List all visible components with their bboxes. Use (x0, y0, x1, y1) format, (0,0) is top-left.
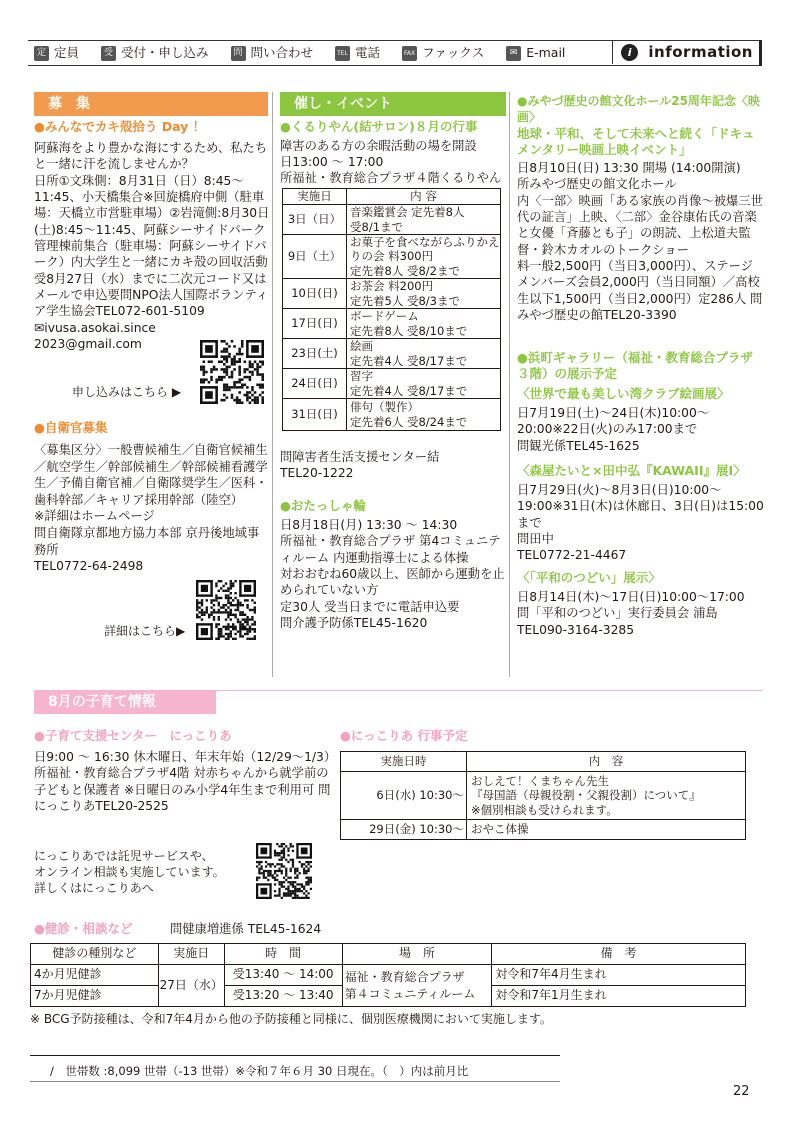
legend-label: 電話 (355, 44, 381, 60)
fax-icon: FAX (402, 46, 417, 61)
schedule-date: 29日(金) 10:30～ (341, 820, 467, 840)
center-body: 日9:00 ～ 16:30 休木曜日、年末年始（12/29～1/3）所福祉・教育総合プラザ4階 対赤ちゃんから就学前の子どもと保護者 ※日曜日のみ小学4年生まで利用可 問にっこりあTEL20-2525 (34, 750, 331, 814)
exhibit1-body: 日7月19日(土)～24日(木)10:00～20:00※22日(火)のみ17:00まで 問観光係TEL45-1625 (517, 406, 710, 453)
miyazu-body: 日8月10日(日) 13:30 開場 (14:00開演) 所みやづ歴史の館文化ホール 内〈一部〉映画「ある家族の肖像～被爆三世代の証言」上映、〈二部〉金谷康佑氏の音楽と女優「斉藤とも子」の朗読、上松道夫監督・鈴木カオルのトークショー 料一般2,500円（当日3,000円）、ステージメンバーズ会員2,000円（当日同額）／高校生以下1,500円（当日2,000円）定286人 問みやづ歴史の館TEL20-3390 (517, 161, 763, 323)
legend-bar (28, 40, 762, 66)
event-content: 絵画 定先着4人 受8/17まで (347, 339, 501, 369)
event-date: 23日(土) (283, 339, 347, 369)
jieikan-detail-link[interactable]: 詳細はこちら▶ (104, 624, 186, 638)
checkup-kind: 7か月児健診 (31, 986, 159, 1007)
reception-icon: 受 (101, 46, 116, 61)
household-count: / 世帯数 :8,099 世帯（-13 世帯）※令和７年６月 30 日現在。（ ）内は前月比 (50, 1064, 469, 1078)
event-content: お茶会 料200円 定先着5人 受8/3まで (347, 279, 501, 309)
event-date: 31日(日) (283, 399, 347, 431)
legend-item-phone (335, 45, 380, 62)
event-row (283, 279, 501, 309)
otasha-title: ●おたっしゃ輪 (280, 498, 366, 513)
exhibit3-title: 〈「平和のつどい」展示〉 (517, 570, 661, 585)
checkup-title: ●健診・相談など (34, 921, 133, 936)
legend-label: 定員 (54, 44, 80, 60)
jieikan-body: 〈募集区分〉一般曹候補生／自衛官候補生／航空学生／幹部候補生／幹部候補看護学生／予備自衛官補／自衛隊奨学生／医科・歯科幹部／キャリア採用幹部（陸空） ※詳細はホームページ 問自衛隊京都地方協力本部 京丹後地域事務所 TEL0772-64-2498 (34, 443, 268, 574)
capacity-icon: 定 (34, 46, 49, 61)
legend-item-fax (402, 45, 484, 62)
schedule-table (340, 751, 746, 840)
checkup-col-header: 実施日 (158, 944, 224, 965)
event-date: 9日（土） (283, 235, 347, 279)
legend-label: 受付・申し込み (121, 44, 209, 60)
legend-label: 問い合わせ (250, 44, 314, 60)
schedule-row (341, 820, 746, 840)
event-content: 音楽鑑賞会 定先着8人 受8/1まで (347, 205, 501, 235)
qr-code-nikkoria[interactable] (256, 843, 312, 899)
event-content: 習字 定先着4人 受8/17まで (347, 369, 501, 399)
center-title: ●子育て支援センター にっこりあ (34, 728, 232, 743)
event-date: 24日(日) (283, 369, 347, 399)
checkup-note: 対令和7年1月生まれ (492, 986, 746, 1007)
event-row (283, 369, 501, 399)
checkup-date: 27日（水） (158, 965, 224, 1007)
col-content: 内 容 (347, 189, 501, 205)
checkup-col-header: 場 所 (342, 944, 492, 965)
kururiyan-contact: 問障害者生活支援センター結 TEL20-1222 (280, 450, 440, 481)
schedule-title: ●にっこりあ 行事予定 (340, 728, 468, 743)
miyazu-title2: 地球・平和、そして未来へと続く「ドキュメンタリー映画上映イベント」 (517, 126, 755, 158)
kaki-apply-link[interactable]: 申し込みはこちら ▶ (72, 385, 182, 399)
bcg-footnote: ※ BCG予防接種は、令和7年4月から他の予防接種と同様に、個別医療機関において実施します。 (30, 1012, 552, 1026)
kaki-title: ●みんなでカキ殻拾う Day ！ (34, 119, 206, 134)
info-icon: i (621, 44, 638, 61)
exhibit3-body: 日8月14日(木)～17日(日)10:00～17:00 問「平和のつどい」実行委員会 浦島 TEL090-3164-3285 (517, 590, 745, 637)
checkup-note: 対令和7年4月生まれ (492, 965, 746, 986)
checkup-table (30, 943, 746, 1007)
checkup-col-header: 備 考 (492, 944, 746, 965)
schedule-content: おしえて！くまちゃん先生 『母国語（母親役割・父親役割）について』 ※個別相談も受けられます。 (467, 772, 746, 820)
checkup-kind: 4か月児健診 (31, 965, 159, 986)
event-date: 17日(日) (283, 309, 347, 339)
kururiyan-title: ●くるりやん(結サロン)８月の行事 (280, 119, 478, 134)
exhibit2-body: 日7月29日(火)～8月3日(日)10:00～19:00※31日(木)は休廊日、3日(日)は15:00まで 問田中 TEL0772-21-4467 (517, 483, 764, 563)
checkup-time: 受13:20 ～ 13:40 (224, 986, 342, 1007)
event-content: 俳句（製作） 定先着6人 受8/24まで (347, 399, 501, 431)
qr-code-jieikan[interactable] (196, 580, 256, 640)
event-row (283, 399, 501, 431)
hamamachi-title: ●浜町ギャラリー（福祉・教育総合プラザ３階）の展示予定 (517, 350, 753, 382)
kaki-body: 阿蘇海をより豊かな海にするため、私たちと一緒に汗を流しませんか？ 日所①文珠側：8月31日（日）8:45～11:45、小天橋集合※回旋橋府中側（駐車場：天橋立市営駐車場）②岩滝側:8月30日(土)8:45～11:45、阿蘇シーサイドパーク管理棟前集合（駐車場：阿蘇シーサイドパーク）内大学生と一緒にカキ殻の回収活動受8月27日（水）までに二次元コード又はメールで申込要問NPO法人国際ボランティア学生協会TEL072-601-5109 ✉ivusa.asokai.since 2023@gmail.com (34, 141, 270, 352)
inquiry-icon: 問 (231, 46, 246, 61)
section-header-recruit: 募 集 (34, 92, 268, 116)
kururiyan-table (282, 188, 501, 431)
legend-item-email (506, 45, 565, 62)
checkup-contact: 問健康増進係 TEL45-1624 (170, 922, 322, 936)
col-date: 実施日時 (341, 752, 467, 772)
divider (759, 40, 762, 66)
event-row (283, 205, 501, 235)
checkup-place: 福祉・教育総合プラザ 第４コミュニティルーム (342, 965, 492, 1007)
exhibit1-title: 〈世界で最も美しい湾クラブ絵画展〉 (517, 386, 730, 401)
kururiyan-intro: 障害のある方の余暇活動の場を開設 日13:00 ～ 17:00 所福祉・教育総合プラザ４階くるりやん (280, 139, 502, 185)
event-date: 10日(日) (283, 279, 347, 309)
column-divider (509, 92, 510, 677)
divider (216, 690, 762, 691)
event-content: ボードゲーム 定先着8人 受8/10まで (347, 309, 501, 339)
section-header-event: 催し・イベント (280, 92, 506, 116)
schedule-row (341, 772, 746, 820)
schedule-content: おやこ体操 (467, 820, 746, 840)
email-icon: ✉ (506, 46, 521, 61)
phone-icon: TEL (335, 46, 350, 61)
legend-item-capacity (34, 45, 79, 62)
event-date: 3日（日） (283, 205, 347, 235)
legend-item-reception (101, 45, 209, 62)
miyazu-title1: ●みやづ歴史の館文化ホール25周年記念〈映画〉 (517, 94, 760, 124)
qr-code-kaki[interactable] (200, 340, 264, 404)
event-row (283, 235, 501, 279)
page-number: 22 (733, 1084, 750, 1099)
otasha-body: 日8月18日(月) 13:30 ～ 14:30 所福祉・教育総合プラザ 第4コミュニティルーム 内運動指導士による体操 対おおむね60歳以上、医師から運動を止められていない方 定30人 受当日までに電話申込要 問介護予防係TEL45-1620 (280, 518, 505, 631)
legend-item-inquiry (231, 45, 314, 62)
column-divider (272, 92, 273, 677)
checkup-col-header: 時 間 (224, 944, 342, 965)
event-row (283, 309, 501, 339)
childcare-note: にっこりあでは託児サービスや、 オンライン相談も実施しています。 詳しくはにっこりあへ (34, 849, 225, 895)
section-header-childcare: 8月の子育て情報 (34, 690, 216, 714)
col-content: 内 容 (467, 752, 746, 772)
information-text: information (648, 42, 753, 61)
jieikan-title: ●自衛官募集 (34, 420, 108, 435)
divider (30, 1055, 560, 1056)
divider (30, 1081, 560, 1082)
col-date: 実施日 (283, 189, 347, 205)
legend-label: E-mail (526, 44, 566, 60)
exhibit2-title: 〈森屋たいと×田中弘『KAWAII』展Ⅰ〉 (517, 463, 746, 478)
information-label (612, 41, 762, 64)
checkup-col-header: 健診の種別など (31, 944, 159, 965)
event-row (283, 339, 501, 369)
legend-label: ファックス (422, 44, 485, 60)
event-content: お菓子を食べながらふりかえりの会 料300円 定先着8人 受8/2まで (347, 235, 501, 279)
checkup-time: 受13:40 ～ 14:00 (224, 965, 342, 986)
schedule-date: 6日(水) 10:30～ (341, 772, 467, 820)
